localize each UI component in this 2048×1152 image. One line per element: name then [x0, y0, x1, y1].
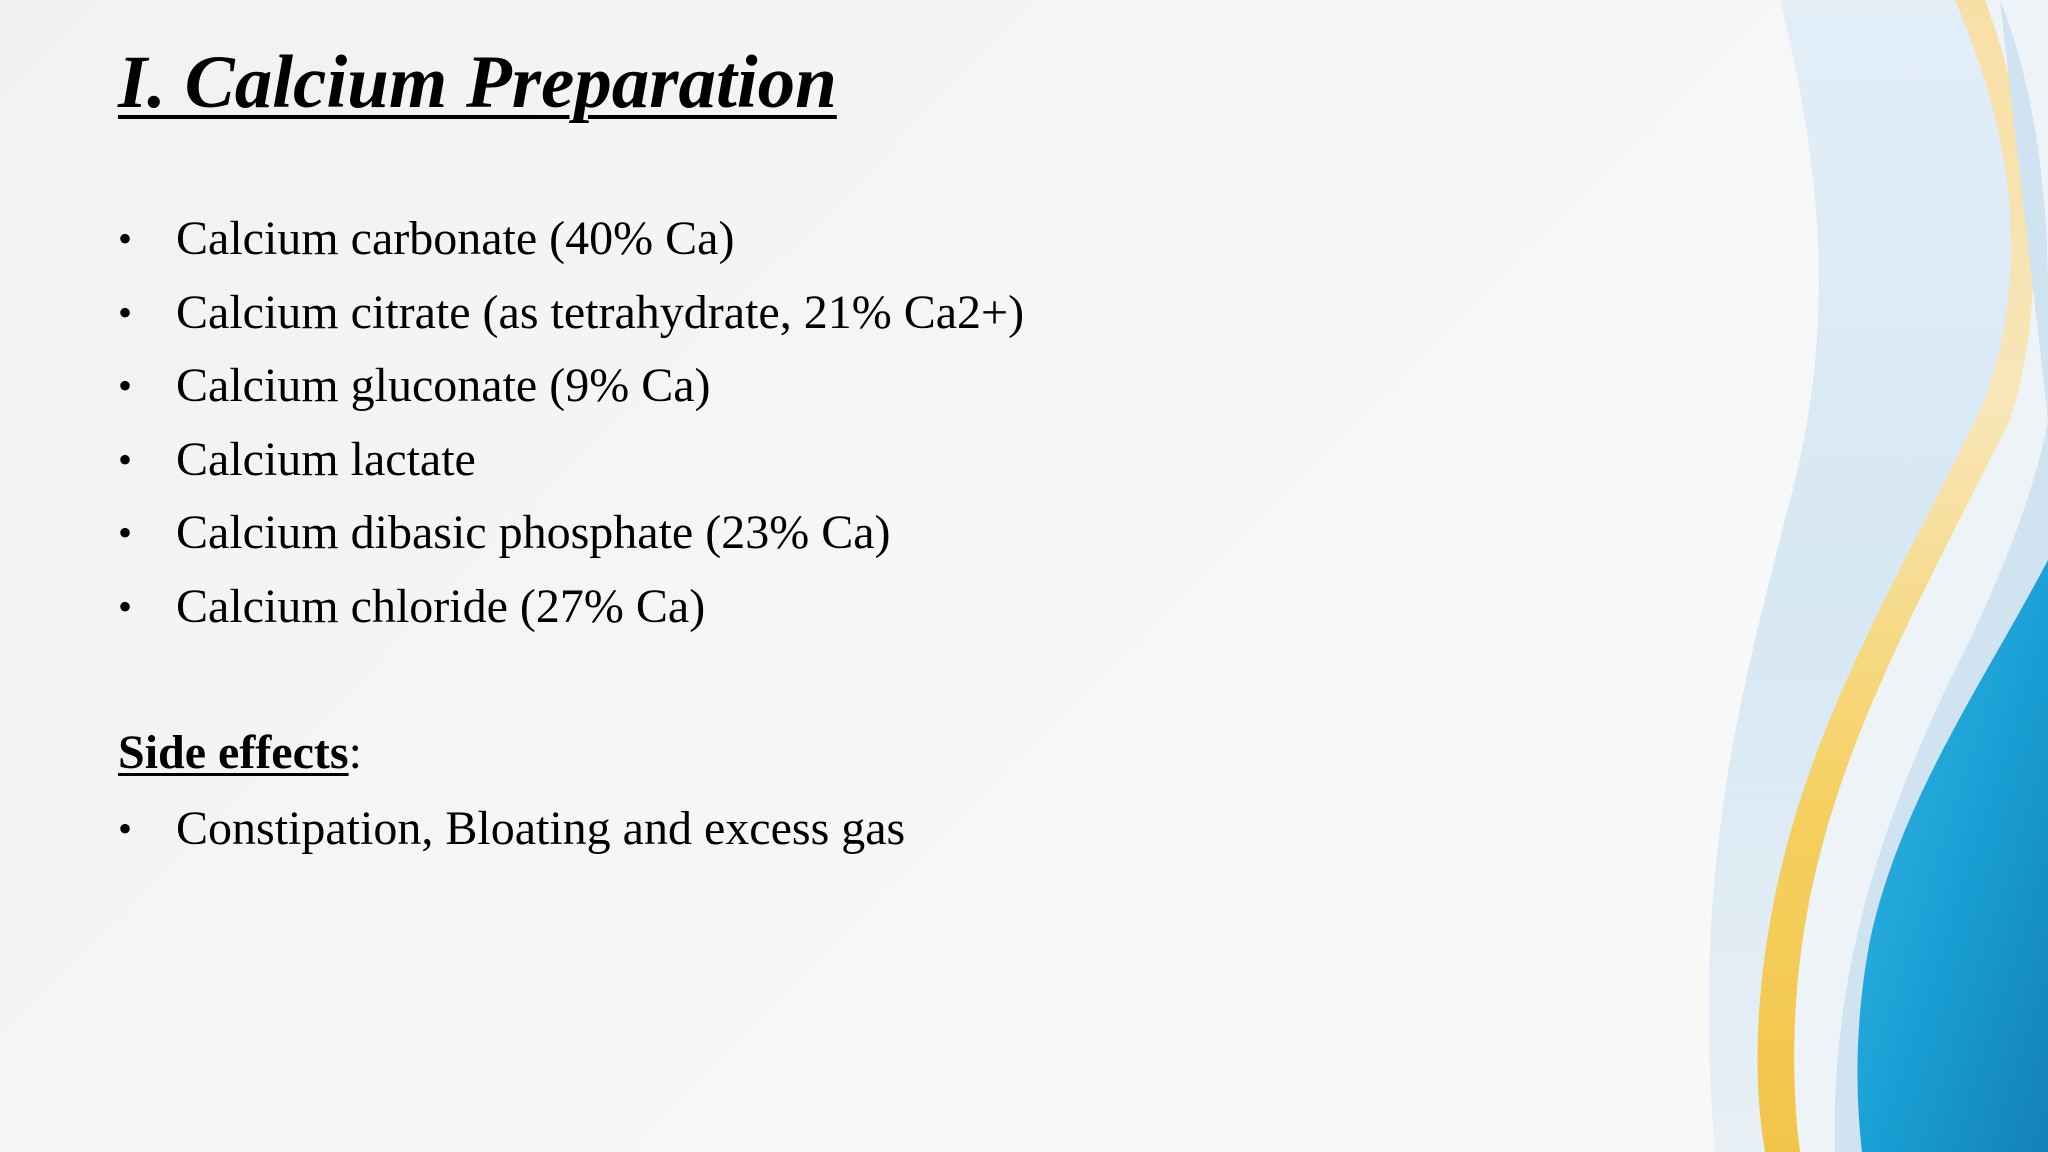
list-item — [118, 792, 905, 866]
bullet: • — [118, 363, 133, 409]
slide-title: I. Calcium Preparation — [118, 41, 837, 124]
bullet: • — [118, 289, 133, 335]
side-effects-colon: : — [348, 726, 362, 779]
bullet: • — [118, 510, 133, 556]
list-item-text: Calcium carbonate (40% Ca) — [176, 212, 735, 265]
preparation-list — [118, 202, 1024, 644]
list-item-text: Calcium chloride (27% Ca) — [176, 579, 706, 633]
bullet: • — [118, 436, 133, 482]
list-item-text: Calcium lactate — [176, 432, 476, 486]
list-item — [118, 496, 1024, 570]
list-item-text: Calcium citrate (as tetrahydrate, 21% Ca2+) — [176, 285, 1025, 339]
list-item-text: Calcium gluconate (9% Ca) — [176, 359, 711, 413]
list-item — [118, 570, 1024, 644]
list-item — [118, 423, 1024, 497]
list-item-text: Calcium dibasic phosphate (23% Ca) — [176, 506, 891, 560]
side-effects-heading-text: Side effects — [118, 726, 349, 779]
bullet: • — [118, 806, 133, 851]
bullet: • — [118, 583, 133, 629]
side-effects-list — [118, 792, 905, 866]
side-effects-heading — [118, 718, 362, 788]
list-item-text: Constipation, Bloating and excess gas — [176, 802, 906, 855]
bullet: • — [118, 216, 133, 261]
list-item — [118, 276, 1024, 350]
list-item — [118, 349, 1024, 423]
list-item — [118, 202, 1024, 276]
